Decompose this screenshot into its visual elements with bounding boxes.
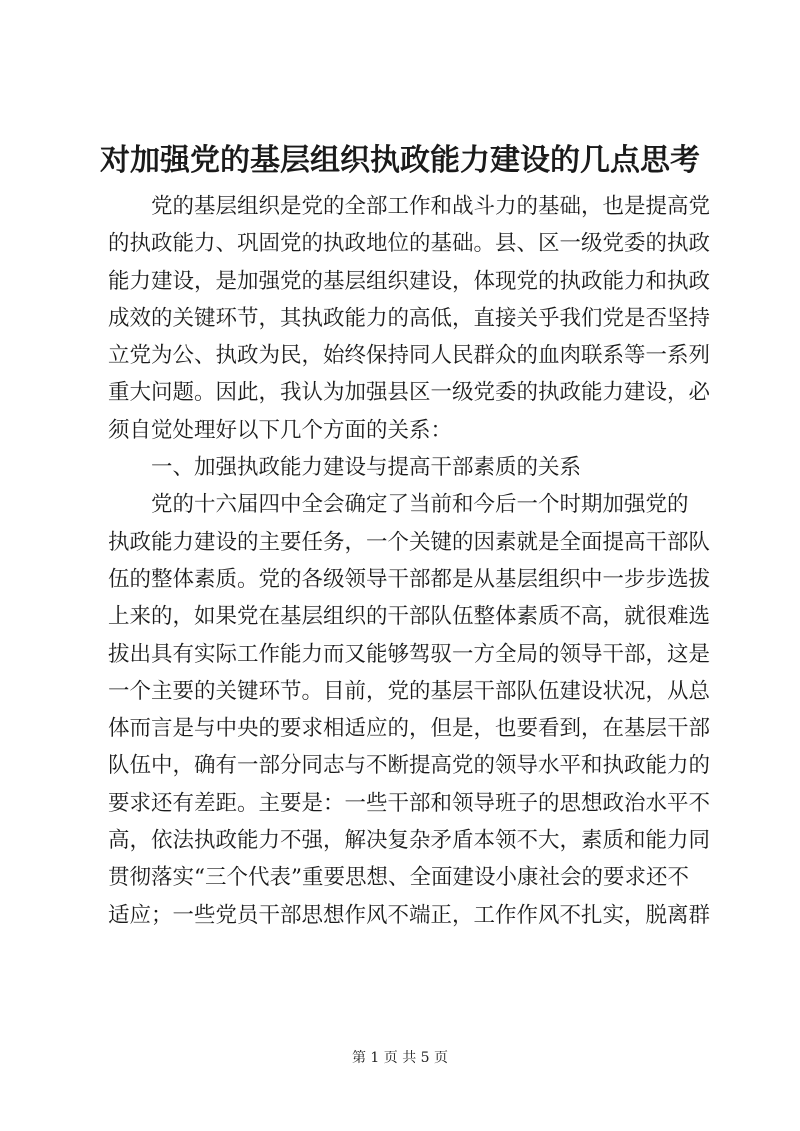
section-heading: 一、加强执政能力建设与提高干部素质的关系	[151, 455, 582, 481]
paragraph-line: 党的基层组织是党的全部工作和战斗力的基础，也是提高党	[151, 194, 711, 219]
paragraph-line: 一个主要的关键环节。目前，党的基层干部队伍建设状况，从总	[108, 678, 711, 704]
paragraph-line: 党的十六届四中全会确定了当前和今后一个时期加强党的	[151, 492, 689, 518]
paragraph-line: 重大问题。因此，我认为加强县区一级党委的执政能力建设，必	[108, 380, 711, 406]
paragraph-line: 适应；一些党员干部思想作风不端正，工作作风不扎实，脱离群	[108, 902, 711, 928]
paragraph-line: 队伍中，确有一部分同志与不断提高党的领导水平和执政能力的	[108, 753, 711, 779]
paragraph-line: 高，依法执政能力不强，解决复杂矛盾本领不大，素质和能力同	[108, 828, 711, 854]
paragraph-line: 拔出具有实际工作能力而又能够驾驭一方全局的领导干部，这是	[108, 641, 711, 667]
paragraph-line: 贯彻落实“三个代表”重要思想、全面建设小康社会的要求还不	[108, 865, 689, 891]
document-title: 对加强党的基层组织执政能力建设的几点思考	[100, 143, 700, 178]
paragraph-line: 上来的，如果党在基层组织的干部队伍整体素质不高，就很难选	[108, 604, 711, 630]
paragraph-line: 执政能力建设的主要任务，一个关键的因素就是全面提高干部队	[108, 529, 711, 555]
paragraph-line: 成效的关键环节，其执政能力的高低，直接关乎我们党是否坚持	[108, 305, 711, 331]
page-footer: 第 1 页 共 5 页	[351, 1050, 449, 1066]
paragraph-line: 能力建设，是加强党的基层组织建设，体现党的执政能力和执政	[108, 268, 711, 294]
paragraph-line: 立党为公、执政为民，始终保持同人民群众的血肉联系等一系列	[108, 343, 711, 369]
paragraph-line: 要求还有差距。主要是：一些干部和领导班子的思想政治水平不	[108, 790, 711, 816]
paragraph-line: 体而言是与中央的要求相适应的，但是，也要看到，在基层干部	[108, 716, 711, 742]
paragraph-line: 伍的整体素质。党的各级领导干部都是从基层组织中一步步选拔	[108, 566, 711, 592]
document-body	[108, 188, 711, 934]
paragraph-line: 的执政能力、巩固党的执政地位的基础。县、区一级党委的执政	[108, 231, 711, 257]
paragraph-line: 须自觉处理好以下几个方面的关系：	[108, 417, 453, 443]
